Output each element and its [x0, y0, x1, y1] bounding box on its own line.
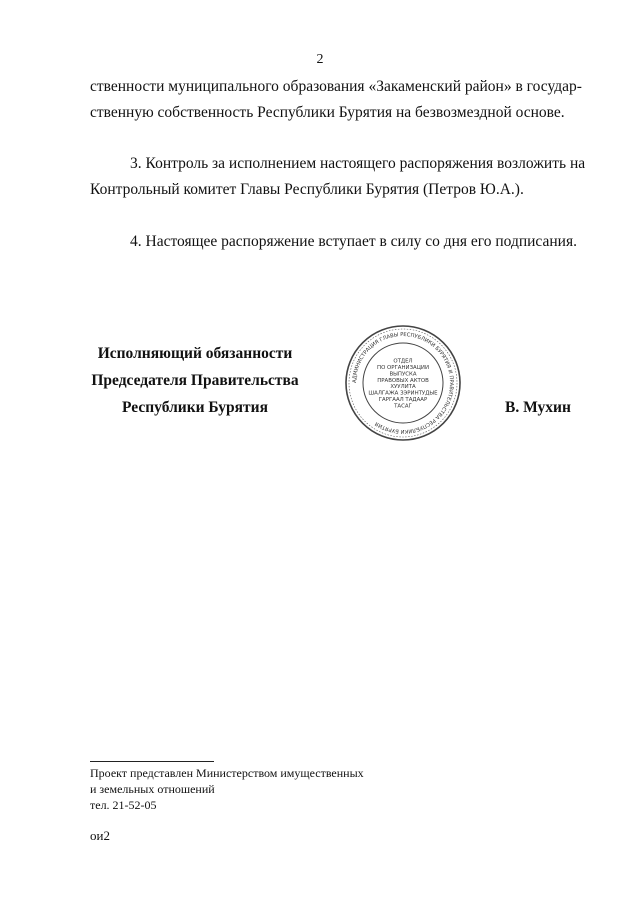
footnote-line: и земельных отношений [90, 782, 215, 796]
round-seal-stamp-icon [343, 323, 463, 443]
paragraph-line: 3. Контроль за исполнением настоящего распоряжения возложить на [130, 155, 586, 172]
stamp-center-line: ХУУЛИТА [390, 384, 416, 391]
paragraph-continuation [90, 74, 580, 126]
signatory-title-line: Республики Бурятия [122, 399, 268, 416]
signatory-name: В. Мухин [505, 399, 571, 416]
signatory-title-line: Исполняющий обязанности [97, 345, 293, 362]
stamp-center-line: ПО ОРГАНИЗАЦИИ [377, 365, 429, 371]
stamp-center-text [368, 359, 438, 410]
stamp-center-line: ПРАВОВЫХ АКТОВ [377, 377, 429, 384]
paragraph-item-4 [90, 229, 580, 255]
stamp-center-line: ГАРГААЛ ТАДААР [378, 397, 428, 403]
paragraph-line: ственности муниципального образования «Закаменский район» в государ- [90, 78, 582, 95]
signatory-title-line: Председателя Правительства [91, 372, 299, 389]
footnote-line: Проект представлен Министерством имущественных [90, 766, 364, 780]
page-number: 2 [316, 52, 324, 67]
footnote [90, 765, 364, 813]
stamp-center-line: ШАЛГАЖА ЗЭРИНТУДЫЕ [368, 390, 438, 397]
paragraph-line: Контрольный комитет Главы Республики Бурятия (Петров Ю.А.). [90, 181, 524, 198]
stamp-center-line: ТАСАГ [394, 403, 412, 410]
paragraph-item-3 [90, 151, 586, 203]
footnote-divider [90, 761, 214, 762]
paragraph-line: ственную собственность Республики Бурятия на безвозмездной основе. [90, 104, 565, 121]
stamp-center-line: ОТДЕЛ [393, 358, 413, 365]
document-code: ои2 [90, 828, 110, 843]
stamp-ring-text: АДМИНИСТРАЦИЯ ГЛАВЫ РЕСПУБЛИКИ БУРЯТИЯ И ПРАВИТЕЛЬСТВА РЕСПУБЛИКИ БУРЯТИЯ [351, 331, 455, 435]
footnote-phone: тел. 21-52-05 [90, 798, 157, 812]
signatory-title [85, 340, 305, 421]
stamp-center-line: ВЫПУСКА [389, 371, 417, 378]
paragraph-line: 4. Настоящее распоряжение вступает в силу со дня его подписания. [130, 233, 577, 250]
